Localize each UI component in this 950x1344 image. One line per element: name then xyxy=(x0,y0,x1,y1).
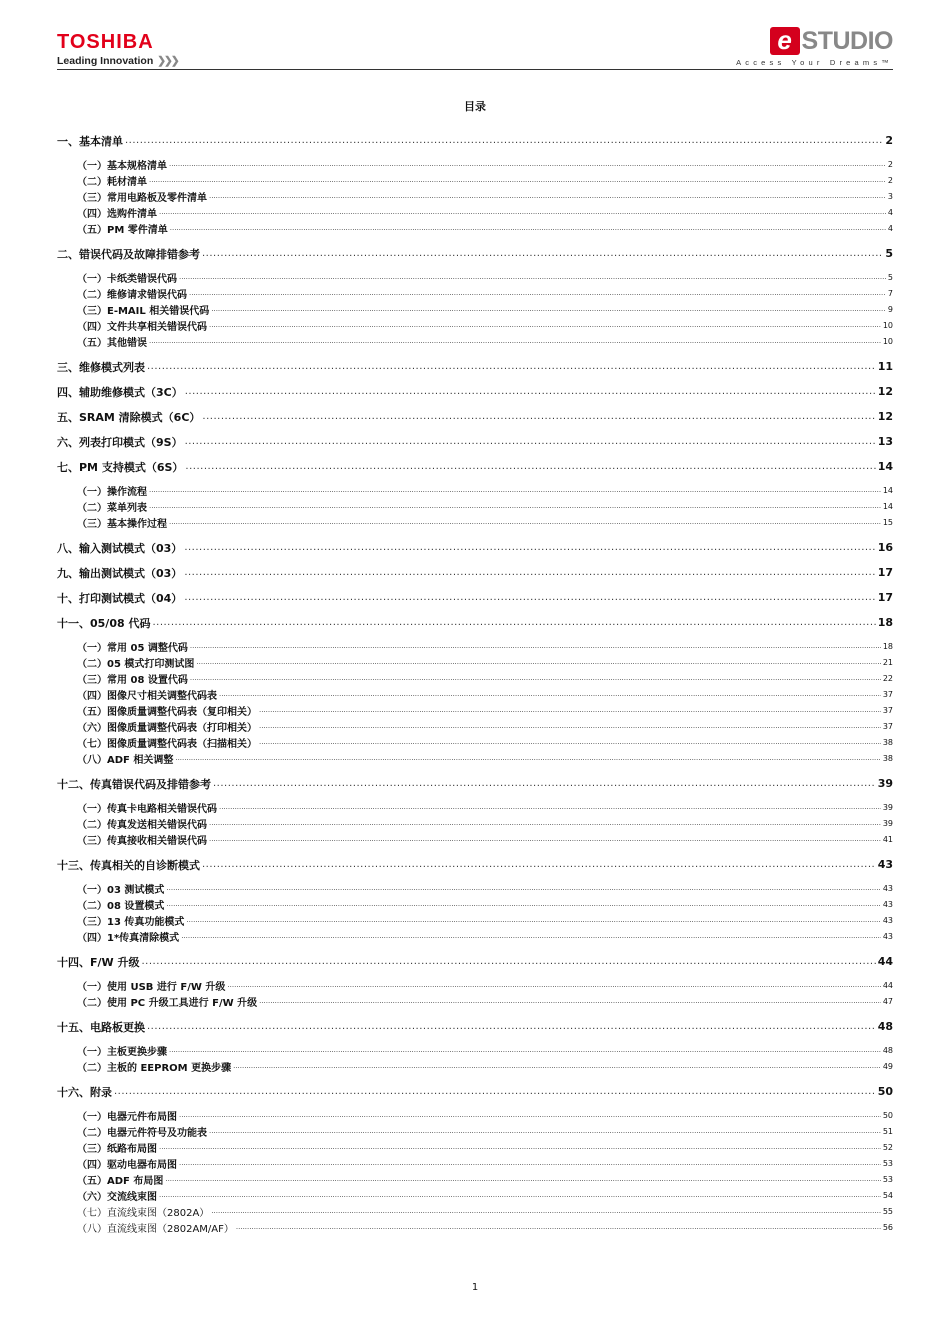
toc-subsection[interactable] xyxy=(57,896,893,912)
toc-subsection[interactable] xyxy=(57,977,893,993)
toc-label: （四）文件共享相关错误代码 xyxy=(77,321,207,333)
toc-subsection[interactable] xyxy=(57,1123,893,1139)
toc-subsection[interactable] xyxy=(57,912,893,928)
toc-page-number: 43 xyxy=(882,915,893,925)
toc-leader xyxy=(227,981,880,989)
toc-subsection[interactable] xyxy=(57,831,893,847)
toc-page-number: 14 xyxy=(877,460,893,473)
toc-page-number: 50 xyxy=(877,1085,893,1098)
brand-name: TOSHIBA xyxy=(57,31,154,53)
toc-label: （一）传真卡电路相关错误代码 xyxy=(77,803,217,815)
toshiba-logo xyxy=(57,32,178,67)
toc-section[interactable] xyxy=(57,354,893,379)
toc-label: 十二、传真错误代码及排错参考 xyxy=(57,777,211,791)
toc-leader xyxy=(149,502,881,510)
toc-leader xyxy=(190,674,881,682)
toc-label: （一）基本规格清单 xyxy=(77,160,167,172)
toc-page-number: 10 xyxy=(882,320,893,330)
toc-leader xyxy=(186,916,880,924)
toc-subsection[interactable] xyxy=(57,301,893,317)
toc-page-number: 12 xyxy=(877,410,893,423)
toc-label: 二、错误代码及故障排错参考 xyxy=(57,247,200,261)
toc-page-number: 44 xyxy=(877,955,893,968)
toc-leader xyxy=(259,722,881,730)
toc-section[interactable] xyxy=(57,1079,893,1104)
toc-subsection[interactable] xyxy=(57,156,893,172)
toc-page-number: 43 xyxy=(882,931,893,941)
toc-label: 八、输入测试模式（03） xyxy=(57,541,183,555)
toc-subsection[interactable] xyxy=(57,285,893,301)
toc-leader xyxy=(149,176,886,184)
toc-leader xyxy=(213,778,876,789)
toc-page-number: 18 xyxy=(882,641,893,651)
toc-section[interactable] xyxy=(57,379,893,404)
toc-leader xyxy=(159,208,886,216)
toc-page-number: 56 xyxy=(882,1222,893,1232)
toc-subsection[interactable] xyxy=(57,514,893,530)
toc-subsection[interactable] xyxy=(57,734,893,750)
toc-leader xyxy=(169,160,886,168)
toc-subsection[interactable] xyxy=(57,1042,893,1058)
toc-leader xyxy=(184,542,875,553)
toc-page-number: 12 xyxy=(877,385,893,398)
toc-leader xyxy=(149,486,881,494)
toc-label: （三）纸路布局图 xyxy=(77,1143,157,1155)
toc-leader xyxy=(147,361,876,372)
toc-page-number: 49 xyxy=(882,1061,893,1071)
toc-leader xyxy=(179,1159,881,1167)
toc-leader xyxy=(211,305,886,313)
toc-page-number: 7 xyxy=(887,288,893,298)
toc-leader xyxy=(170,224,886,232)
toc-label: （二）维修请求错误代码 xyxy=(77,289,187,301)
toc-leader xyxy=(259,738,881,746)
toc-leader xyxy=(169,518,881,526)
toc-subsection[interactable] xyxy=(57,799,893,815)
toc-page-number: 15 xyxy=(882,517,893,527)
toc-section[interactable] xyxy=(57,560,893,585)
toc-leader xyxy=(233,1062,881,1070)
toc-leader xyxy=(219,690,881,698)
page-header xyxy=(57,25,893,72)
toc-section[interactable] xyxy=(57,128,893,153)
toc-page-number: 9 xyxy=(887,304,893,314)
toc-subsection[interactable] xyxy=(57,670,893,686)
toc-subsection[interactable] xyxy=(57,638,893,654)
toc-page-number: 14 xyxy=(882,501,893,511)
toc-label: （五）ADF 布局图 xyxy=(77,1175,164,1187)
toc-subsection[interactable] xyxy=(57,172,893,188)
toc-label: （一）卡纸类错误代码 xyxy=(77,273,177,285)
toc-section[interactable] xyxy=(57,454,893,479)
toc-label: 十四、F/W 升级 xyxy=(57,955,140,969)
toc-subsection[interactable] xyxy=(57,815,893,831)
toc-leader xyxy=(175,754,880,762)
toc-label: （七）图像质量调整代码表（扫描相关） xyxy=(77,738,257,750)
toc-page-number: 53 xyxy=(882,1174,893,1184)
toc-page-number: 43 xyxy=(877,858,893,871)
toc-subsection[interactable] xyxy=(57,188,893,204)
toc-subsection[interactable] xyxy=(57,1058,893,1074)
toc-leader xyxy=(179,273,886,281)
toc-leader xyxy=(142,956,876,967)
toc-leader xyxy=(209,835,881,843)
toc-label: 十三、传真相关的自诊断模式 xyxy=(57,858,200,872)
toc-page-number: 37 xyxy=(882,705,893,715)
toc-label: （三）常用 08 设置代码 xyxy=(77,674,188,686)
toc-label: （一）操作流程 xyxy=(77,486,147,498)
toc-page-number: 55 xyxy=(882,1206,893,1216)
toc-page-number: 3 xyxy=(887,191,893,201)
toc-leader xyxy=(236,1223,881,1231)
toc-page-number: 38 xyxy=(882,737,893,747)
toc-label: （二）05 模式打印测试图 xyxy=(77,658,195,670)
toc-page-number: 48 xyxy=(882,1045,893,1055)
toc-leader xyxy=(259,706,881,714)
toc-label: 三、维修模式列表 xyxy=(57,360,145,374)
toc-page-number: 39 xyxy=(877,777,893,790)
toc-section[interactable] xyxy=(57,771,893,796)
toc-section[interactable] xyxy=(57,585,893,610)
toc-subsection[interactable] xyxy=(57,333,893,349)
toc-page-number: 47 xyxy=(882,996,893,1006)
toc-subsection[interactable] xyxy=(57,1203,893,1219)
brand-tagline xyxy=(57,55,178,67)
toc-leader xyxy=(185,461,875,472)
toc-label: 十、打印测试模式（04） xyxy=(57,591,183,605)
toc-label: （三）常用电路板及零件清单 xyxy=(77,192,207,204)
toc-leader xyxy=(259,997,881,1005)
toc-label: （四）图像尺寸相关调整代码表 xyxy=(77,690,217,702)
toc-page-number: 39 xyxy=(882,802,893,812)
toc-page-number: 22 xyxy=(882,673,893,683)
toc-label: 十一、05/08 代码 xyxy=(57,616,151,630)
toc-subsection[interactable] xyxy=(57,686,893,702)
toc-section[interactable] xyxy=(57,852,893,877)
toc-subsection[interactable] xyxy=(57,654,893,670)
toc-leader xyxy=(166,900,880,908)
toc-leader xyxy=(184,567,875,578)
tagline-text: Leading Innovation xyxy=(57,55,154,67)
toc-page-number: 43 xyxy=(882,883,893,893)
toc-leader xyxy=(202,248,883,259)
toc-section[interactable] xyxy=(57,404,893,429)
toc-label: （七）直流线束图（2802A） xyxy=(77,1207,210,1219)
toc-label: （一）使用 USB 进行 F/W 升级 xyxy=(77,981,226,993)
toc-leader xyxy=(209,1127,881,1135)
toc-page-number: 44 xyxy=(882,980,893,990)
toc-label: （二）使用 PC 升级工具进行 F/W 升级 xyxy=(77,997,258,1009)
toc-page-number: 53 xyxy=(882,1158,893,1168)
toc-leader xyxy=(125,135,883,146)
toc-subsection[interactable] xyxy=(57,750,893,766)
toc-subsection[interactable] xyxy=(57,269,893,285)
estudio-logo xyxy=(736,26,893,67)
toc-leader xyxy=(190,642,881,650)
studio-word: STUDIO xyxy=(801,27,893,55)
toc-leader xyxy=(165,1175,880,1183)
chevrons-icon: ❯❯❯ xyxy=(157,55,178,67)
toc-subsection[interactable] xyxy=(57,718,893,734)
toc-page-number: 2 xyxy=(885,134,893,147)
toc-page-number: 17 xyxy=(877,566,893,579)
toc-title: 目录 xyxy=(464,100,486,113)
toc-page-number: 50 xyxy=(882,1110,893,1120)
toc-label: （四）驱动电器布局图 xyxy=(77,1159,177,1171)
toc-label: 九、输出测试模式（03） xyxy=(57,566,183,580)
toc-subsection[interactable] xyxy=(57,1187,893,1203)
toc-page-number: 17 xyxy=(877,591,893,604)
toc-label: 十五、电路板更换 xyxy=(57,1020,145,1034)
toc-leader xyxy=(152,617,875,628)
toc-leader xyxy=(159,1143,881,1151)
toc-page-number: 39 xyxy=(882,818,893,828)
toc-leader xyxy=(202,859,876,870)
toc-subsection[interactable] xyxy=(57,317,893,333)
toc-subsection[interactable] xyxy=(57,482,893,498)
toc-page-number: 4 xyxy=(887,207,893,217)
toc-subsection[interactable] xyxy=(57,993,893,1009)
toc-leader xyxy=(202,411,875,422)
toc-label: （四）1*传真清除模式 xyxy=(77,932,180,944)
toc-subsection[interactable] xyxy=(57,880,893,896)
toc-page-number: 52 xyxy=(882,1142,893,1152)
toc-leader xyxy=(219,803,881,811)
toc-leader xyxy=(185,386,876,397)
toc-label: （一）03 测试模式 xyxy=(77,884,165,896)
toc-label: （二）主板的 EEPROM 更换步骤 xyxy=(77,1062,232,1074)
toc-leader xyxy=(166,884,880,892)
toc-page-number: 37 xyxy=(882,721,893,731)
toc-page-number: 11 xyxy=(877,360,893,373)
toc-label: （六）图像质量调整代码表（打印相关） xyxy=(77,722,257,734)
toc-page-number: 41 xyxy=(882,834,893,844)
toc-page-number: 2 xyxy=(887,175,893,185)
table-of-contents xyxy=(57,128,893,1235)
toc-label: （二）传真发送相关错误代码 xyxy=(77,819,207,831)
toc-subsection[interactable] xyxy=(57,1139,893,1155)
toc-label: （六）交流线束图 xyxy=(77,1191,157,1203)
toc-label: 十六、附录 xyxy=(57,1085,112,1099)
toc-label: （二）耗材清单 xyxy=(77,176,147,188)
toc-page-number: 5 xyxy=(885,247,893,260)
toc-label: （二）08 设置模式 xyxy=(77,900,165,912)
toc-subsection[interactable] xyxy=(57,220,893,236)
toc-leader xyxy=(179,1111,881,1119)
toc-subsection[interactable] xyxy=(57,1155,893,1171)
toc-page-number: 13 xyxy=(877,435,893,448)
toc-section[interactable] xyxy=(57,949,893,974)
toc-section[interactable] xyxy=(57,610,893,635)
toc-leader xyxy=(149,337,881,345)
toc-label: （一）主板更换步骤 xyxy=(77,1046,167,1058)
header-divider xyxy=(57,69,893,70)
toc-label: （五）PM 零件清单 xyxy=(77,224,168,236)
toc-page-number: 2 xyxy=(887,159,893,169)
toc-leader xyxy=(189,289,886,297)
toc-page-number: 18 xyxy=(877,616,893,629)
toc-section[interactable] xyxy=(57,535,893,560)
toc-leader xyxy=(209,192,886,200)
toc-page-number: 14 xyxy=(882,485,893,495)
toc-subsection[interactable] xyxy=(57,702,893,718)
toc-leader xyxy=(196,658,880,666)
toc-page-number: 37 xyxy=(882,689,893,699)
toc-subsection[interactable] xyxy=(57,498,893,514)
toc-subsection[interactable] xyxy=(57,1219,893,1235)
toc-section[interactable] xyxy=(57,241,893,266)
toc-leader xyxy=(209,321,881,329)
toc-leader xyxy=(185,436,876,447)
toc-leader xyxy=(181,932,881,940)
toc-label: （三）E-MAIL 相关错误代码 xyxy=(77,305,210,317)
logo-tagline: Access Your Dreams™ xyxy=(736,58,893,67)
toc-page-number: 43 xyxy=(882,899,893,909)
toc-label: （三）基本操作过程 xyxy=(77,518,167,530)
toc-page-number: 48 xyxy=(877,1020,893,1033)
toc-page-number: 51 xyxy=(882,1126,893,1136)
e-badge: e xyxy=(770,27,800,55)
toc-section[interactable] xyxy=(57,1014,893,1039)
toc-subsection[interactable] xyxy=(57,928,893,944)
toc-label: （五）图像质量调整代码表（复印相关） xyxy=(77,706,257,718)
toc-label: （二）电器元件符号及功能表 xyxy=(77,1127,207,1139)
toc-leader xyxy=(147,1021,876,1032)
toc-label: （一）电器元件布局图 xyxy=(77,1111,177,1123)
toc-page-number: 38 xyxy=(882,753,893,763)
toc-leader xyxy=(159,1191,881,1199)
toc-page-number: 16 xyxy=(877,541,893,554)
toc-subsection[interactable] xyxy=(57,1107,893,1123)
toc-subsection[interactable] xyxy=(57,1171,893,1187)
toc-label: （五）其他错误 xyxy=(77,337,147,349)
toc-page-number: 21 xyxy=(882,657,893,667)
toc-leader xyxy=(114,1086,876,1097)
toc-page-number: 5 xyxy=(887,272,893,282)
toc-label: 一、基本清单 xyxy=(57,134,123,148)
toc-page-number: 4 xyxy=(887,223,893,233)
toc-label: 六、列表打印模式（9S） xyxy=(57,435,183,449)
page-number: 1 xyxy=(471,1282,479,1293)
toc-label: （八）ADF 相关调整 xyxy=(77,754,174,766)
toc-leader xyxy=(169,1046,881,1054)
toc-leader xyxy=(184,592,875,603)
toc-page-number: 54 xyxy=(882,1190,893,1200)
toc-leader xyxy=(209,819,881,827)
toc-label: 四、辅助维修模式（3C） xyxy=(57,385,183,399)
toc-label: （八）直流线束图（2802AM/AF） xyxy=(77,1223,234,1235)
toc-page-number: 10 xyxy=(882,336,893,346)
toc-leader xyxy=(211,1207,881,1215)
toc-section[interactable] xyxy=(57,429,893,454)
toc-subsection[interactable] xyxy=(57,204,893,220)
toc-label: （三）传真接收相关错误代码 xyxy=(77,835,207,847)
toc-label: （一）常用 05 调整代码 xyxy=(77,642,188,654)
toc-label: （四）选购件清单 xyxy=(77,208,157,220)
toc-label: 七、PM 支持模式（6S） xyxy=(57,460,184,474)
toc-label: （二）菜单列表 xyxy=(77,502,147,514)
toc-label: 五、SRAM 清除模式（6C） xyxy=(57,410,201,424)
toc-label: （三）13 传真功能模式 xyxy=(77,916,185,928)
